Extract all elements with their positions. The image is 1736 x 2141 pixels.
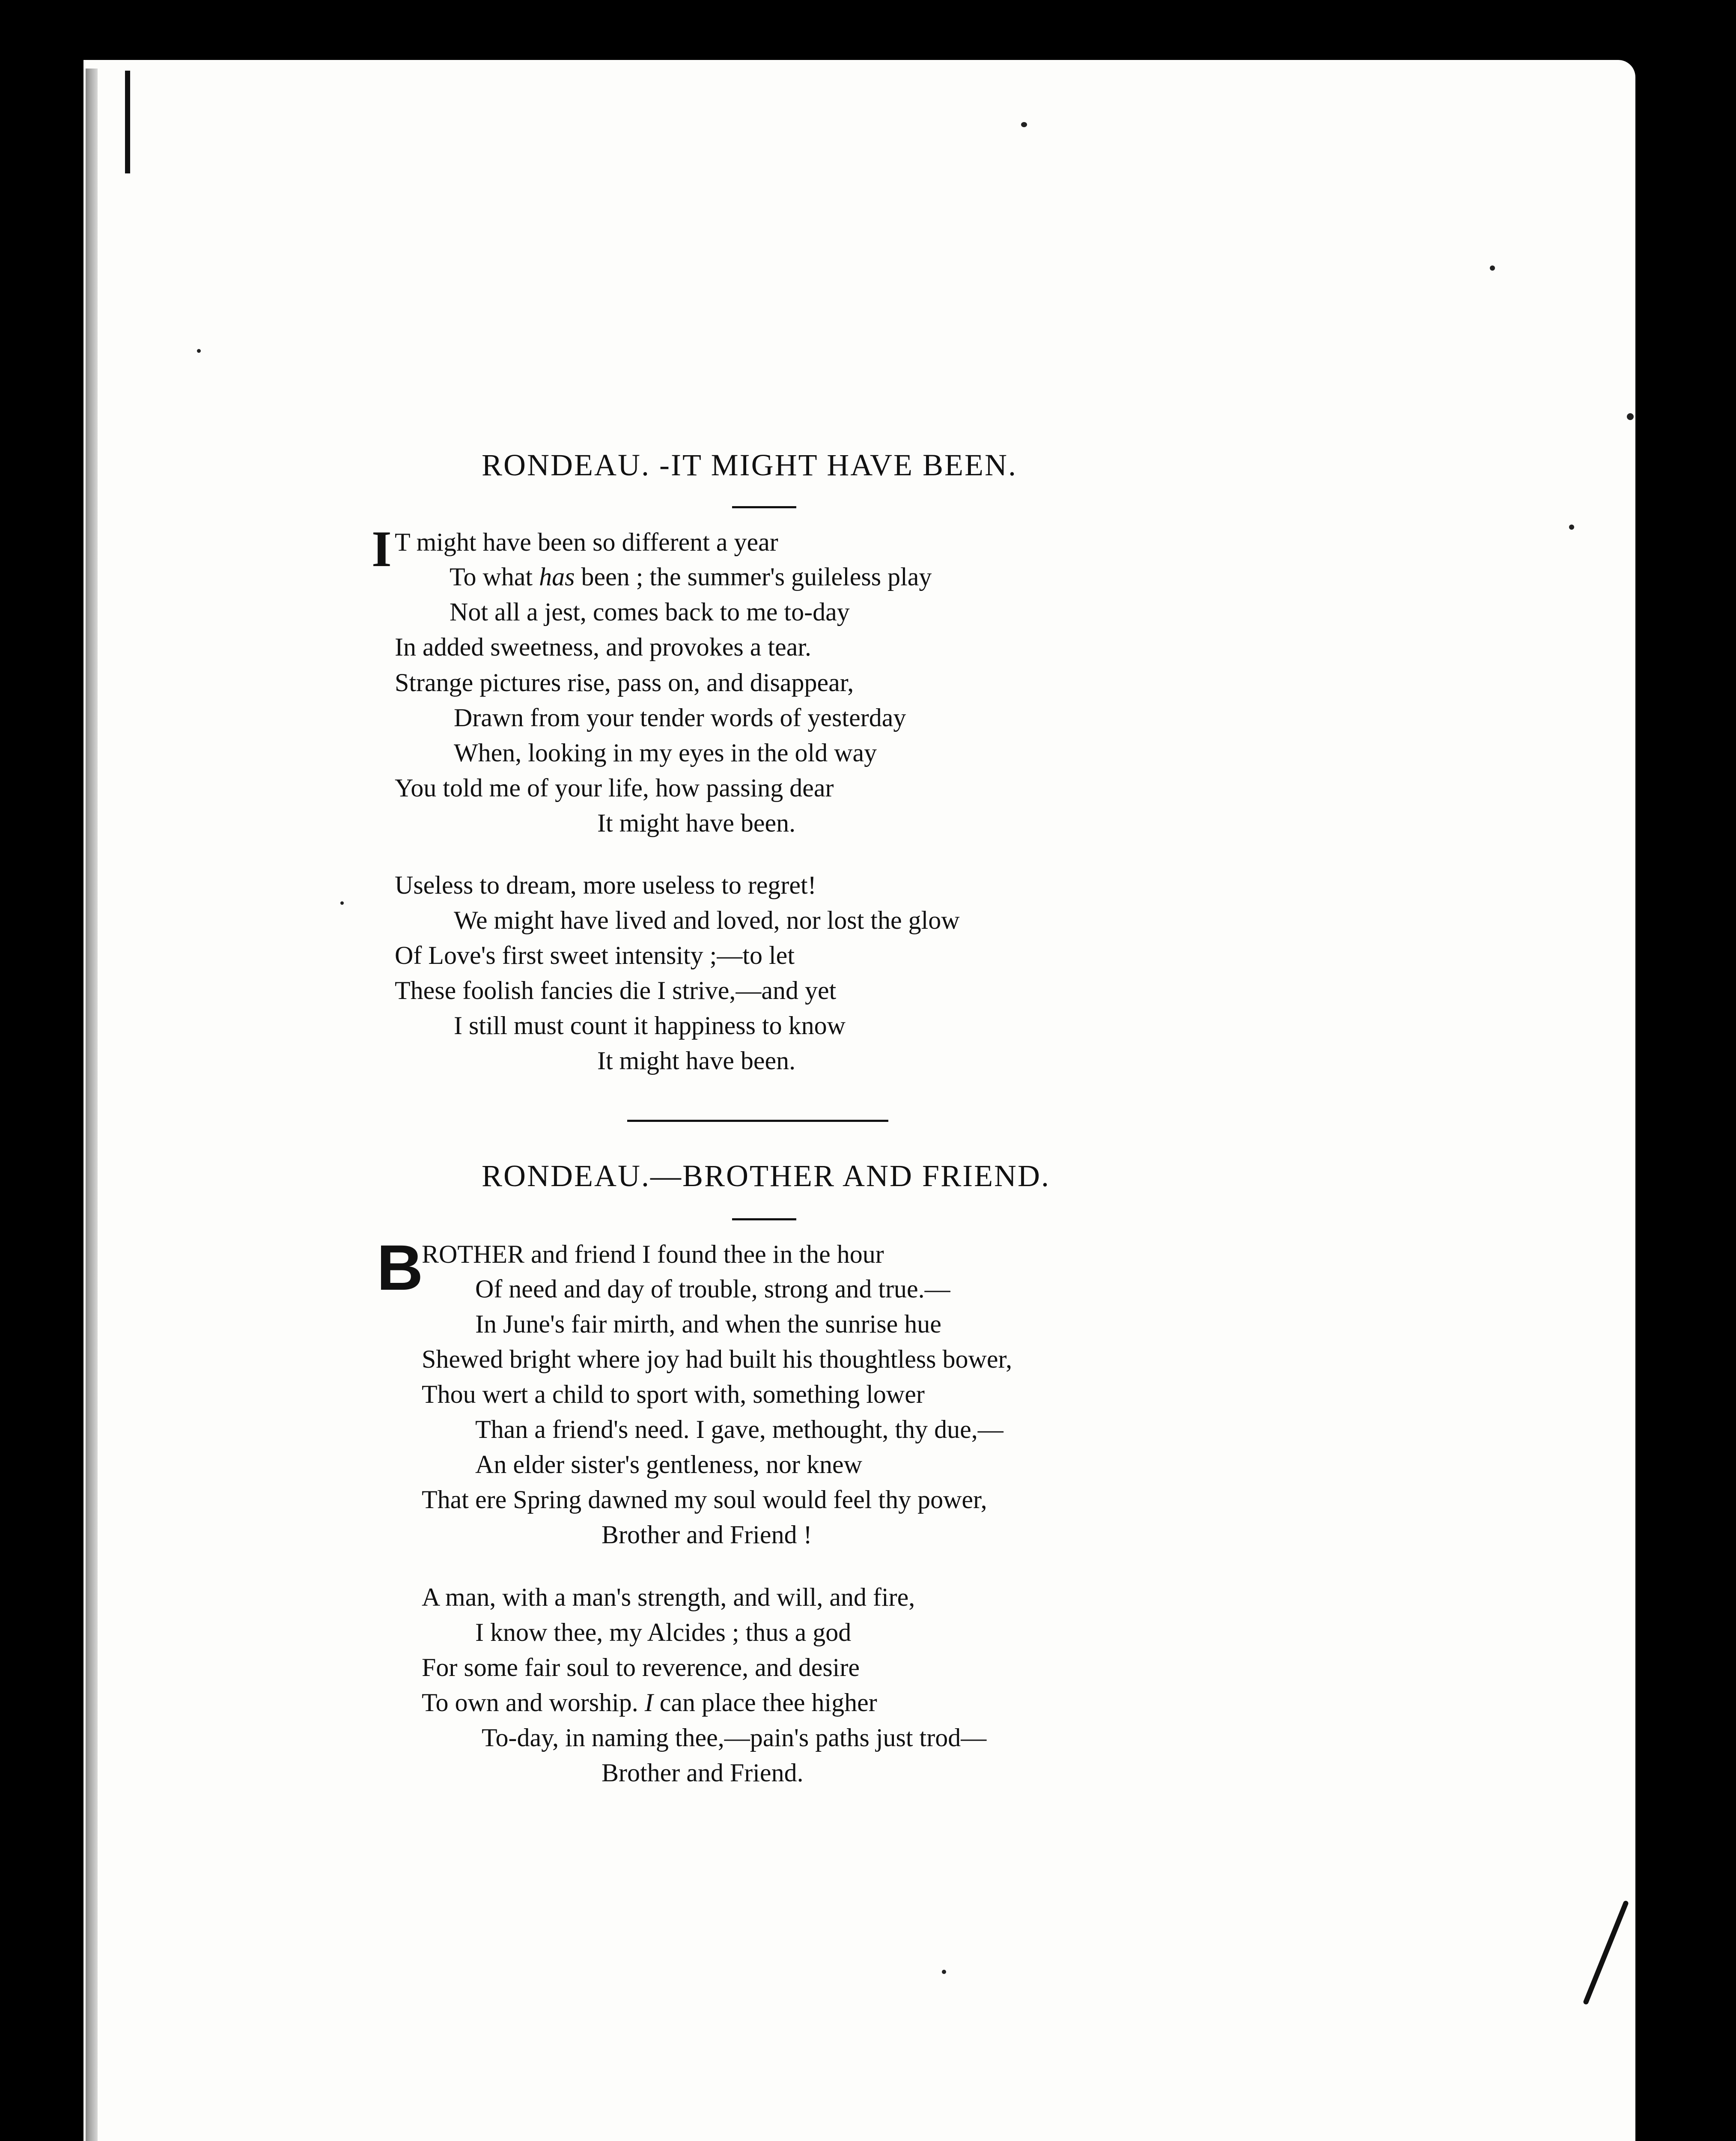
speck	[1021, 122, 1027, 127]
speck	[340, 901, 344, 905]
poem1-line-12: Of Love's first sweet intensity ;—to let	[395, 941, 795, 969]
poem1-line-10: Useless to dream, more useless to regret!	[395, 871, 816, 899]
poem2-line-13b: can place thee higher	[659, 1688, 877, 1717]
poem1-line-3: Not all a jest, comes back to me to-day	[450, 598, 850, 626]
poem2-refrain-1: Brother and Friend !	[601, 1521, 812, 1549]
poem1-title-rule	[732, 506, 796, 508]
poem1-line-2	[450, 562, 932, 592]
poem1-line-11: We might have lived and loved, nor lost the glow	[454, 906, 960, 934]
poem2-line-13a: To own and worship.	[422, 1688, 638, 1717]
poem2-emphasis: I	[644, 1688, 653, 1717]
poem1-line-7: When, looking in my eyes in the old way	[454, 739, 877, 767]
poem1-line-5: Strange pictures rise, pass on, and disappear,	[395, 668, 854, 697]
poem2-line-11: I know thee, my Alcides ; thus a god	[475, 1618, 852, 1646]
poem1-dropcap: I	[372, 520, 392, 577]
poem2-line-10: A man, with a man's strength, and will, and fire,	[422, 1583, 915, 1611]
poem2-line-8: That ere Spring dawned my soul would feel thy power,	[422, 1485, 987, 1514]
poem2-dropcap: B	[377, 1232, 423, 1303]
poem2-line-2: Of need and day of trouble, strong and true.—	[475, 1275, 950, 1303]
poem2-refrain-2: Brother and Friend.	[601, 1759, 804, 1787]
poem2-title-rule	[732, 1218, 796, 1220]
poem2-line-14: To-day, in naming thee,—pain's paths just trod—	[482, 1724, 987, 1752]
poem1-line-8: You told me of your life, how passing dear	[395, 774, 834, 802]
speck	[942, 1970, 946, 1974]
poem1-line-2a: To what	[450, 563, 533, 591]
poem1-line-2b: been ; the summer's guileless play	[581, 563, 932, 591]
poem1-title: RONDEAU. -IT MIGHT HAVE BEEN.	[482, 448, 1017, 482]
poem2-line-5: Thou wert a child to sport with, something lower	[422, 1380, 925, 1408]
section-divider	[627, 1120, 888, 1122]
poem2-line-12: For some fair soul to reverence, and desire	[422, 1653, 860, 1682]
poem2-line-3: In June's fair mirth, and when the sunrise hue	[475, 1310, 941, 1338]
speck	[197, 349, 201, 353]
poem1-refrain-1: It might have been.	[597, 809, 796, 837]
poem1-line-4: In added sweetness, and provokes a tear.	[395, 633, 812, 661]
poem2-line-4: Shewed bright where joy had built his thoughtless bower,	[422, 1345, 1012, 1373]
poem2-title: RONDEAU.—BROTHER AND FRIEND.	[482, 1159, 1051, 1193]
poem2-line-6: Than a friend's need. I gave, methought, thy due,—	[475, 1415, 1003, 1443]
poem1-line-6: Drawn from your tender words of yesterday	[454, 704, 906, 732]
poem2-line-1: ROTHER and friend I found thee in the hour	[422, 1240, 884, 1268]
page	[83, 60, 1635, 2141]
poem2-line-13	[422, 1688, 877, 1718]
poem1-refrain-2: It might have been.	[597, 1047, 796, 1075]
binding-mark	[125, 71, 130, 173]
speck	[1490, 265, 1495, 271]
poem1-line-13: These foolish fancies die I strive,—and yet	[395, 976, 837, 1005]
speck	[1627, 413, 1634, 420]
binding-edge	[86, 69, 98, 2141]
poem1-emphasis: has	[539, 563, 575, 591]
poem2-line-7: An elder sister's gentleness, nor knew	[475, 1450, 862, 1479]
poem1-line-1: T might have been so different a year	[395, 528, 778, 556]
speck	[1569, 525, 1574, 530]
poem1-line-14: I still must count it happiness to know	[454, 1011, 846, 1040]
